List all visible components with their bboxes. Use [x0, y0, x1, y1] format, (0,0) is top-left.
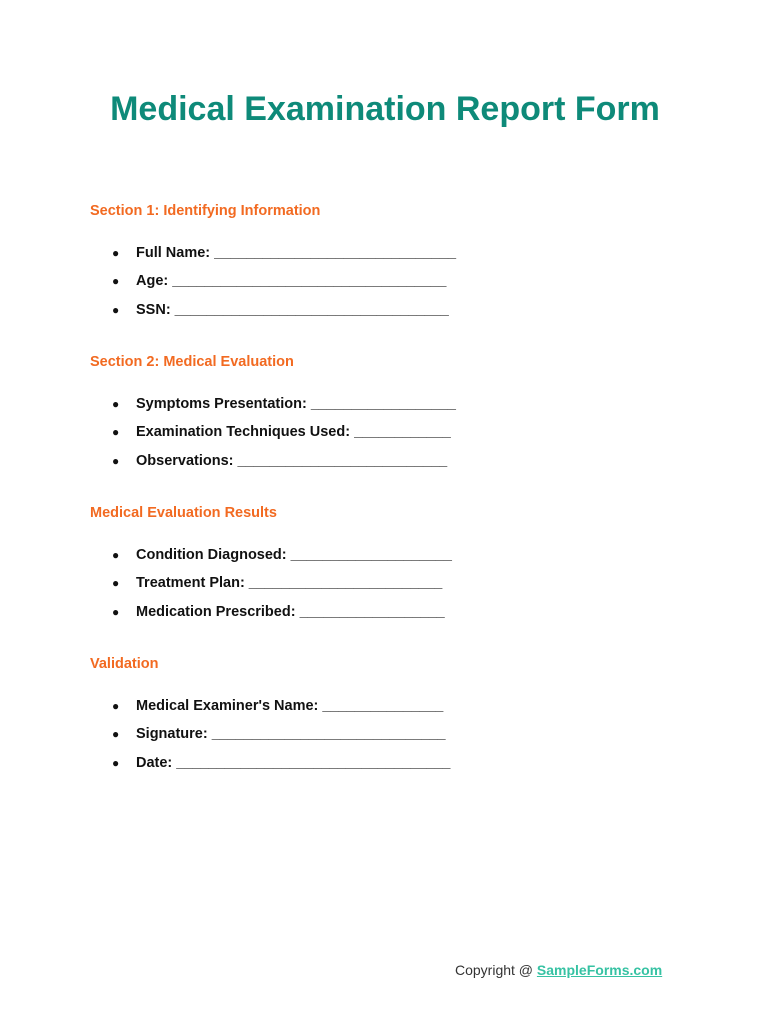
- section-heading: Section 2: Medical Evaluation: [90, 354, 294, 370]
- field-age[interactable]: [90, 267, 456, 295]
- footer-copyright: [455, 962, 662, 978]
- field-list: [90, 692, 450, 777]
- bullet-icon: ●: [112, 576, 120, 591]
- field-date[interactable]: [90, 749, 450, 777]
- bullet-icon: ●: [112, 755, 120, 770]
- field-label: Date: __________________________________: [136, 754, 451, 771]
- field-full-name[interactable]: [90, 239, 456, 267]
- bullet-icon: ●: [112, 425, 120, 440]
- bullet-icon: ●: [112, 397, 120, 411]
- field-list: [90, 390, 456, 475]
- field-ssn[interactable]: [90, 296, 456, 324]
- bullet-icon: ●: [112, 548, 120, 562]
- section-medical-evaluation: [90, 352, 690, 469]
- field-list: [90, 541, 452, 626]
- field-label: Symptoms Presentation: __________________: [136, 396, 456, 412]
- field-medication-prescribed[interactable]: [90, 598, 452, 626]
- field-signature[interactable]: [90, 720, 450, 748]
- bullet-icon: ●: [112, 274, 120, 289]
- section-identifying-information: [90, 201, 690, 318]
- bullet-icon: ●: [112, 604, 120, 619]
- field-label: Condition Diagnosed: ____________________: [136, 547, 452, 563]
- brand-link[interactable]: SampleForms.com: [536, 962, 663, 978]
- section-heading: Validation: [90, 656, 159, 672]
- bullet-icon: ●: [112, 246, 120, 260]
- field-label: Medication Prescribed: __________________: [136, 603, 445, 620]
- field-label: Examination Techniques Used: ____________: [136, 424, 451, 441]
- page-title: Medical Examination Report Form: [110, 90, 660, 128]
- section-validation: [90, 654, 690, 771]
- field-treatment-plan[interactable]: [90, 569, 452, 597]
- section-evaluation-results: [90, 503, 690, 620]
- field-label: Signature: _____________________________: [136, 726, 446, 743]
- copyright-text: Copyright @: [455, 962, 537, 978]
- bullet-icon: ●: [112, 302, 120, 317]
- field-label: Medical Examiner's Name: _______________: [136, 698, 444, 714]
- field-observations[interactable]: [90, 447, 456, 475]
- field-examiner-name[interactable]: [90, 692, 450, 720]
- field-label: Full Name: ______________________________: [136, 245, 457, 261]
- bullet-icon: ●: [112, 699, 120, 713]
- field-label: Age: __________________________________: [136, 273, 447, 290]
- field-label: SSN: __________________________________: [136, 301, 449, 318]
- bullet-icon: ●: [112, 727, 120, 742]
- field-condition-diagnosed[interactable]: [90, 541, 452, 569]
- field-list: [90, 239, 456, 324]
- section-heading: Section 1: Identifying Information: [90, 203, 321, 219]
- bullet-icon: ●: [112, 453, 120, 468]
- field-examination-techniques[interactable]: [90, 418, 456, 446]
- field-label: Treatment Plan: ________________________: [136, 575, 443, 592]
- field-label: Observations: __________________________: [136, 452, 448, 469]
- field-symptoms-presentation[interactable]: [90, 390, 456, 418]
- section-heading: Medical Evaluation Results: [90, 505, 277, 521]
